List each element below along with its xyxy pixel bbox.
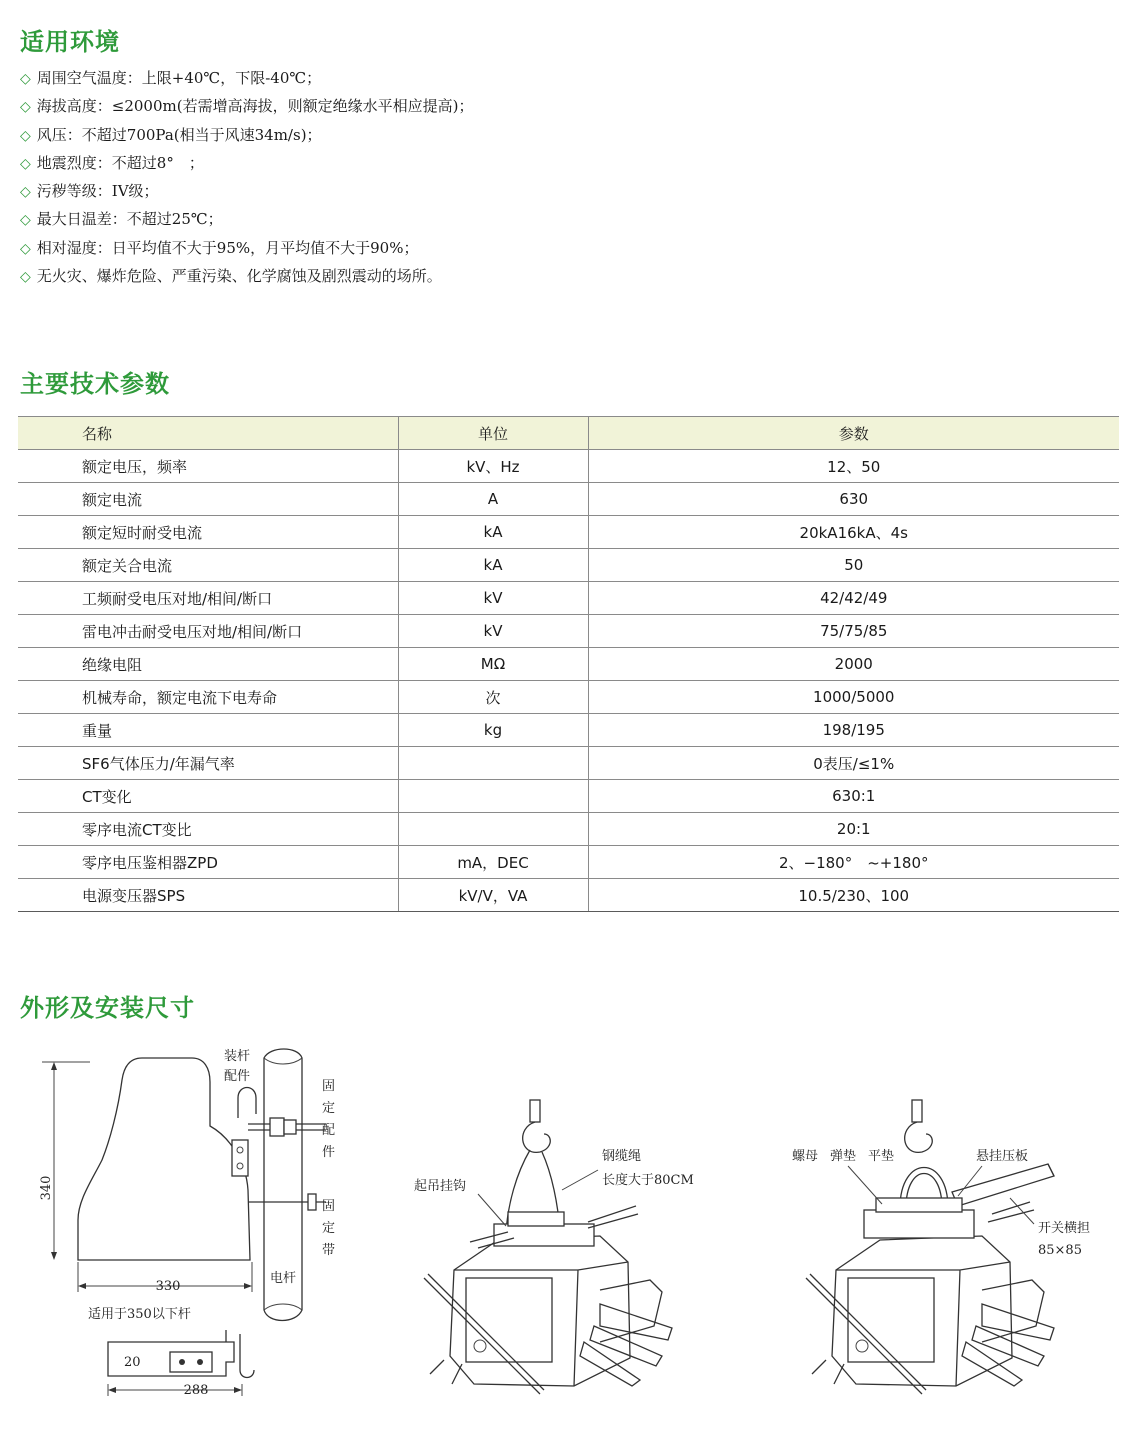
param-name: 额定短时耐受电流 — [18, 516, 398, 549]
flat-washer-label: 平垫 — [868, 1149, 895, 1164]
diamond-bullet-icon: ◇ — [20, 269, 31, 286]
param-value: 198/195 — [588, 714, 1119, 747]
list-item: ◇ 相对湿度：日平均值不大于95%，月平均值不大于90%； — [20, 238, 419, 257]
param-value: 630:1 — [588, 780, 1119, 813]
fixing-part-char: 件 — [322, 1145, 336, 1160]
mount-accessory-label-line1: 装杆 — [224, 1049, 251, 1064]
param-unit — [398, 747, 588, 780]
param-name: 重量 — [18, 714, 398, 747]
list-item: ◇ 地震烈度：不超过8° ； — [20, 153, 204, 172]
fixing-band-char: 固 — [322, 1199, 336, 1214]
list-item: ◇ 周围空气温度：上限+40℃，下限-40℃； — [20, 69, 322, 87]
crossarm-size-label: 85×85 — [1038, 1243, 1082, 1258]
table-row — [18, 681, 1119, 714]
param-name: 工频耐受电压对地/相间/断口 — [18, 582, 398, 615]
fixing-part-char: 固 — [322, 1079, 336, 1094]
environment-list — [20, 64, 473, 290]
param-value: 1000/5000 — [588, 681, 1119, 714]
param-unit: kA — [398, 516, 588, 549]
param-name: 额定关合电流 — [18, 549, 398, 582]
pole-label: 电杆 — [270, 1271, 297, 1286]
table-row — [18, 615, 1119, 648]
param-name: 零序电压鉴相器ZPD — [18, 846, 398, 879]
bracket-width-label: 288 — [183, 1383, 209, 1398]
param-unit: MΩ — [398, 648, 588, 681]
diamond-bullet-icon: ◇ — [20, 184, 31, 201]
table-row — [18, 813, 1119, 846]
param-value: 42/42/49 — [588, 582, 1119, 615]
diamond-bullet-icon: ◇ — [20, 127, 31, 144]
param-name: 绝缘电阻 — [18, 648, 398, 681]
diamond-bullet-icon: ◇ — [20, 212, 31, 229]
param-unit: kV、Hz — [398, 450, 588, 483]
param-value: 10.5/230、100 — [588, 879, 1119, 912]
param-name: SF6气体压力/年漏气率 — [18, 747, 398, 780]
param-value: 20:1 — [588, 813, 1119, 846]
param-value: 75/75/85 — [588, 615, 1119, 648]
param-name: 机械寿命，额定电流下电寿命 — [18, 681, 398, 714]
enclosure-outline — [78, 1058, 250, 1260]
param-unit: 次 — [398, 681, 588, 714]
spring-washer-label: 弹垫 — [830, 1149, 857, 1164]
header-unit: 单位 — [398, 417, 588, 450]
clamp-plate-label: 悬挂压板 — [976, 1149, 1029, 1164]
rope-label: 钢缆绳 — [602, 1149, 642, 1164]
param-value: 630 — [588, 483, 1119, 516]
list-item: ◇ 污秽等级：IV级； — [20, 182, 159, 201]
table-row — [18, 450, 1119, 483]
fixing-part-char: 配 — [322, 1123, 336, 1138]
param-value: 50 — [588, 549, 1119, 582]
param-value: 20kA16kA、4s — [588, 516, 1119, 549]
crossarm-label: 开关横担 — [1038, 1221, 1091, 1236]
mount-accessory-label-line2: 配件 — [224, 1069, 251, 1084]
width-dimension-label: 330 — [155, 1279, 181, 1294]
table-row — [18, 714, 1119, 747]
param-unit — [398, 780, 588, 813]
param-name: CT变化 — [18, 780, 398, 813]
table-row — [18, 483, 1119, 516]
list-item: ◇ 海拔高度：≤2000m(若需增高海拔，则额定绝缘水平相应提高)； — [20, 97, 474, 116]
table-row — [18, 780, 1119, 813]
param-unit: kA — [398, 549, 588, 582]
lift-drawing — [404, 1094, 714, 1404]
dimension-drawing — [30, 1040, 360, 1400]
bracket-offset-label: 20 — [124, 1355, 141, 1370]
param-value: 0表压/≤1% — [588, 747, 1119, 780]
param-name: 额定电流 — [18, 483, 398, 516]
param-name: 额定电压，频率 — [18, 450, 398, 483]
fixing-band-char: 带 — [322, 1243, 336, 1258]
rope-length-label: 长度大于80CM — [602, 1173, 694, 1188]
param-unit: kg — [398, 714, 588, 747]
params-table — [18, 416, 1119, 912]
table-row — [18, 747, 1119, 780]
header-name: 名称 — [18, 417, 398, 450]
diamond-bullet-icon: ◇ — [20, 240, 31, 257]
pole-note: 适用于350以下杆 — [88, 1307, 191, 1322]
param-value: 12、50 — [588, 450, 1119, 483]
param-value: 2000 — [588, 648, 1119, 681]
param-name: 电源变压器SPS — [18, 879, 398, 912]
diamond-bullet-icon: ◇ — [20, 99, 31, 116]
dimensions-title: 外形及安装尺寸 — [20, 994, 195, 1022]
diamond-bullet-icon: ◇ — [20, 155, 31, 172]
nut-label: 螺母 — [792, 1149, 819, 1164]
table-row — [18, 879, 1119, 912]
table-row — [18, 516, 1119, 549]
fixing-part-char: 定 — [322, 1101, 336, 1116]
param-unit: mA，DEC — [398, 846, 588, 879]
table-row — [18, 648, 1119, 681]
lift-hook-label: 起吊挂钩 — [414, 1179, 467, 1194]
param-name: 零序电流CT变比 — [18, 813, 398, 846]
param-unit: kV/V，VA — [398, 879, 588, 912]
param-unit: kV — [398, 582, 588, 615]
mount-drawing — [792, 1094, 1110, 1404]
fixing-band-char: 定 — [322, 1221, 336, 1236]
param-unit: kV — [398, 615, 588, 648]
table-row — [18, 549, 1119, 582]
environment-title: 适用环境 — [20, 28, 120, 56]
param-unit — [398, 813, 588, 846]
table-row — [18, 846, 1119, 879]
list-item: ◇ 无火灾、爆炸危险、严重污染、化学腐蚀及剧烈震动的场所。 — [20, 267, 442, 286]
params-title: 主要技术参数 — [20, 370, 170, 398]
table-header-row — [18, 417, 1119, 450]
param-value: 2、−180° ~+180° — [588, 846, 1119, 879]
param-name: 雷电冲击耐受电压对地/相间/断口 — [18, 615, 398, 648]
list-item: ◇ 风压：不超过700Pa(相当于风速34m/s)； — [20, 125, 322, 144]
header-value: 参数 — [588, 417, 1119, 450]
list-item: ◇ 最大日温差：不超过25℃； — [20, 210, 223, 229]
height-dimension-label: 340 — [39, 1175, 54, 1201]
table-row — [18, 582, 1119, 615]
param-unit: A — [398, 483, 588, 516]
diamond-bullet-icon: ◇ — [20, 71, 31, 87]
